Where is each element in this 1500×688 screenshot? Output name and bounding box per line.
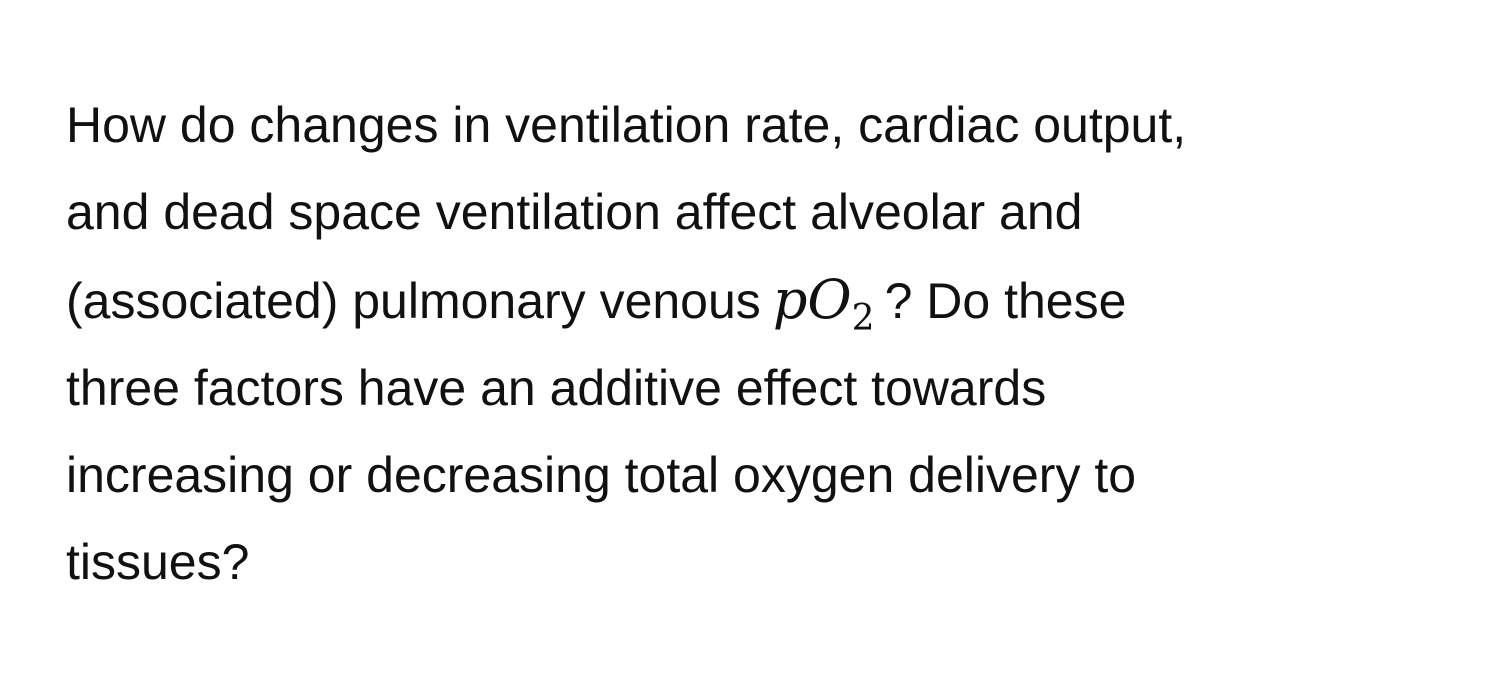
question-line-1: How do changes in ventilation rate, cardiac output, <box>66 97 1187 153</box>
question-line-3-start: (associated) pulmonary venous <box>66 273 761 329</box>
question-line-5: increasing or decreasing total oxygen delivery to <box>66 447 1137 503</box>
question-line-4: three factors have an additive effect towards <box>66 360 1047 416</box>
question-line-3 <box>66 256 1446 345</box>
po2-formula-base: pO <box>772 268 852 331</box>
po2-formula-subscript: 2 <box>851 298 875 339</box>
po2-formula <box>772 268 875 339</box>
question-line-6: tissues? <box>66 534 250 590</box>
question-line-3-end: ? Do these <box>884 273 1127 329</box>
question-line-2: and dead space ventilation affect alveolar and <box>66 184 1083 240</box>
question-text <box>66 82 1446 606</box>
